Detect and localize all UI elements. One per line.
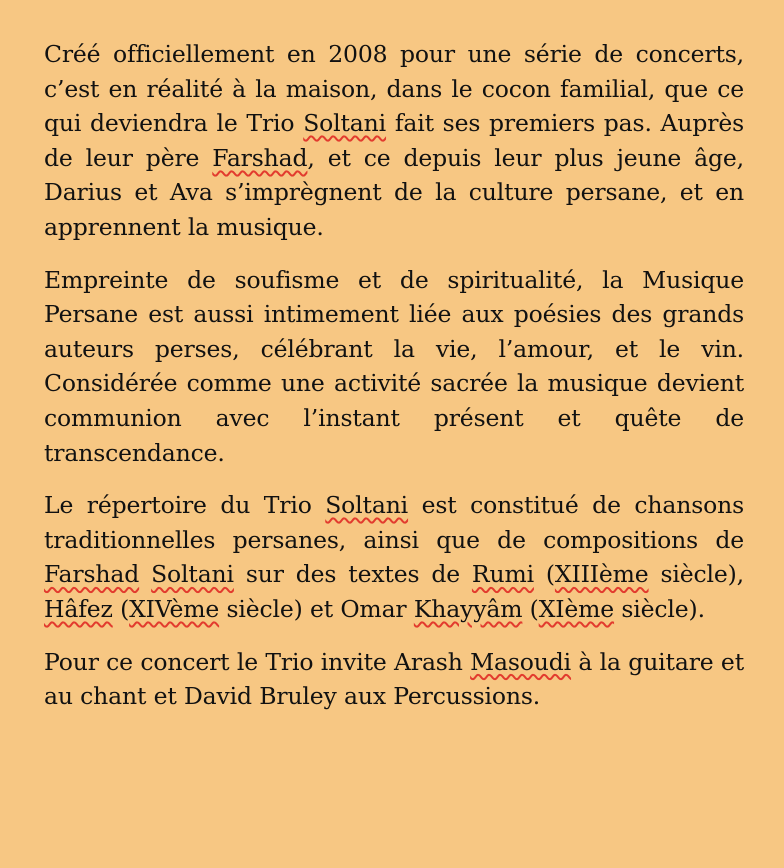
spellcheck-flagged-word[interactable]: Soltani xyxy=(303,109,387,138)
text-run: à la guitare et au chant et David Bruley aux Percussions. xyxy=(44,647,744,711)
paragraph-guests xyxy=(44,645,744,714)
paragraph-origins xyxy=(44,37,744,245)
spellcheck-flagged-word[interactable]: Rumi xyxy=(471,560,534,589)
text-run: ( xyxy=(533,560,555,589)
text-run: ( xyxy=(522,594,539,623)
spellcheck-flagged-word[interactable]: Farshad xyxy=(44,560,140,589)
spellcheck-flagged-word[interactable]: XIVème xyxy=(129,594,220,623)
spellcheck-flagged-word[interactable]: XIème xyxy=(538,594,615,623)
spellcheck-flagged-word[interactable]: Khayyâm xyxy=(413,594,523,623)
text-run: siècle) et Omar xyxy=(219,594,414,623)
spellcheck-flagged-word[interactable]: Soltani xyxy=(151,560,234,589)
paragraph-repertoire xyxy=(44,488,744,626)
text-run: Pour ce concert le Trio invite Arash xyxy=(44,647,471,676)
spellcheck-flagged-word[interactable]: Hâfez xyxy=(44,594,113,623)
text-run: est constitué de chansons traditionnelles persanes, ainsi que de compositions de xyxy=(44,491,745,554)
spellcheck-flagged-word[interactable]: Masoudi xyxy=(470,647,572,676)
text-run: siècle), xyxy=(648,560,745,589)
paragraph-persian-music xyxy=(44,263,744,471)
spellcheck-flagged-word[interactable]: Soltani xyxy=(325,491,409,520)
text-run: fait ses premiers pas. Auprès de leur père xyxy=(44,109,745,172)
text-run: siècle). xyxy=(614,594,705,623)
text-run: sur des textes de xyxy=(233,560,472,589)
spellcheck-flagged-word[interactable]: Farshad xyxy=(212,143,308,172)
text-run: Le répertoire du Trio xyxy=(44,491,326,520)
text-run: Créé officiellement en 2008 pour une série de concerts, c’est en réalité à la maison, dans le cocon familial, que ce qui deviendra le Trio xyxy=(44,40,744,138)
text-run xyxy=(139,560,151,588)
text-run: Empreinte de soufisme et de spiritualité, la Musique Persane est aussi intimement liée aux poésies des grands auteurs perses, célébrant la vie, l’amour, et le vin. Considérée comme une activité sacrée la musique devient communion avec l’instant présent et quête de transcendance. xyxy=(44,265,744,467)
text-run: ( xyxy=(112,594,130,623)
text-run: , et ce depuis leur plus jeune âge, Darius et Ava s’imprègnent de la culture persane, et en apprennent la musique. xyxy=(44,143,744,241)
spellcheck-flagged-word[interactable]: XIIIème xyxy=(554,560,649,589)
